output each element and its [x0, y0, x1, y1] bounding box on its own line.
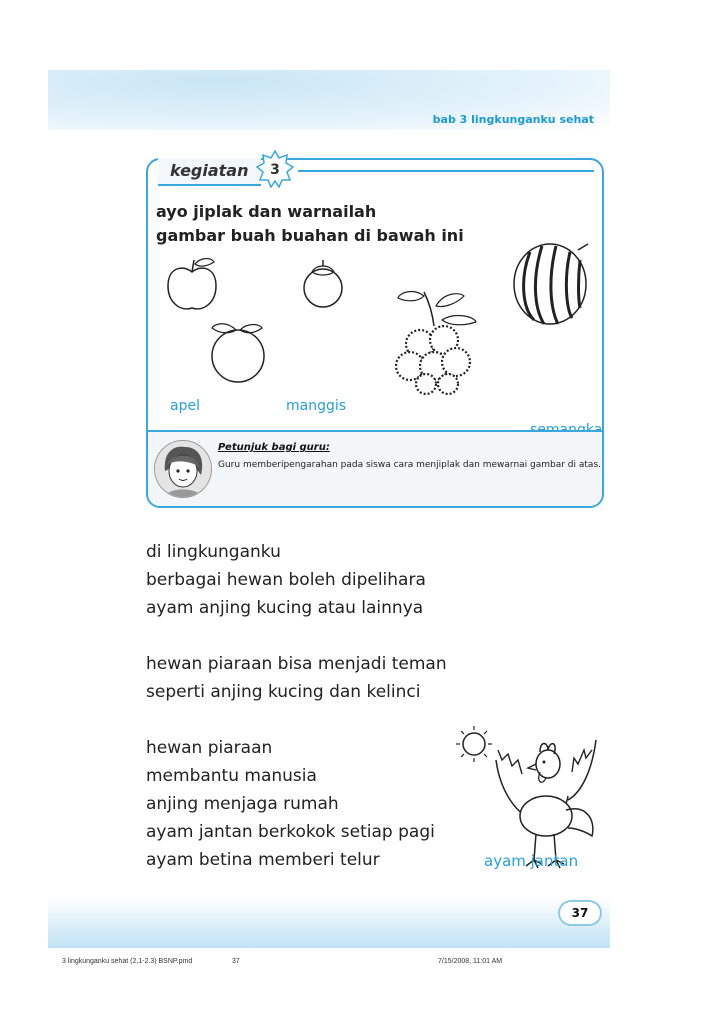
instruction-line-2: gambar buah buahan di bawah ini [156, 226, 464, 245]
instruction-line-1: ayo jiplak dan warnailah [156, 202, 377, 221]
fruit-label-apel: apel [170, 398, 200, 414]
sun-icon [456, 726, 492, 762]
teacher-note [148, 430, 602, 506]
teacher-avatar [154, 440, 212, 498]
starburst-badge-icon [256, 150, 294, 188]
fruit-label-manggis: manggis [286, 398, 347, 414]
poem-line: ayam jantan berkokok setiap pagi [146, 822, 435, 842]
activity-panel [146, 158, 604, 508]
footer-filename: 3 lingkunganku sehat (2,1-2.3) BSNP.pmd [62, 958, 193, 965]
activity-header [148, 160, 602, 194]
activity-label: kegiatan [158, 158, 261, 186]
mangosteen-icon [298, 258, 348, 310]
poem-line: seperti anjing kucing dan kelinci [146, 682, 421, 702]
book-page [48, 70, 610, 948]
poem-line: hewan piaraan [146, 738, 273, 758]
teacher-note-title: Petunjuk bagi guru: [218, 442, 330, 453]
poem-line: ayam betina memberi telur [146, 850, 380, 870]
watermelon-icon [510, 238, 594, 326]
poem-line: anjing menjaga rumah [146, 794, 339, 814]
poem-line: ayam anjing kucing atau lainnya [146, 598, 424, 618]
footer-timestamp: 7/15/2008, 11:01 AM [438, 958, 503, 965]
rooster-label: ayam jantan [484, 852, 579, 870]
bottom-wave-band [48, 898, 610, 948]
activity-instruction [156, 200, 464, 248]
header-rule [298, 170, 594, 172]
teacher-note-text: Guru memberipengarahan pada siswa cara menjiplak dan mewarnai gambar di atas. [218, 460, 601, 470]
rambutan-icon [384, 286, 494, 396]
apple-icon [162, 254, 222, 316]
poem-line: di lingkunganku [146, 542, 281, 562]
page-number: 37 [560, 902, 600, 924]
poem-line: membantu manusia [146, 766, 317, 786]
chapter-header: bab 3 lingkunganku sehat [432, 113, 594, 126]
orange-icon [206, 318, 270, 384]
activity-number: 3 [270, 162, 280, 178]
poem-line: berbagai hewan boleh dipelihara [146, 570, 426, 590]
footer-page: 37 [232, 958, 240, 965]
poem [146, 538, 447, 874]
poem-line: hewan piaraan bisa menjadi teman [146, 654, 447, 674]
